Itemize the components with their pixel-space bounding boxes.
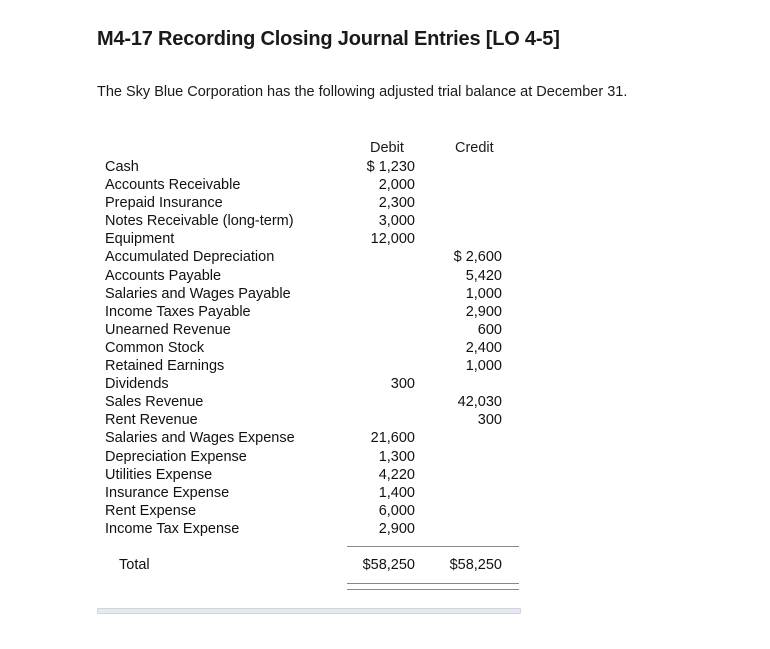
debit-amount: 12,000	[370, 231, 415, 248]
table-row	[0, 520, 770, 538]
table-row	[0, 466, 770, 484]
credit-amount: 300	[477, 412, 502, 429]
table-row	[0, 429, 770, 447]
account-name: Income Tax Expense	[105, 520, 240, 537]
table-row	[0, 339, 770, 357]
table-row	[0, 230, 770, 248]
debit-amount: 1,400	[378, 484, 415, 501]
credit-amount: 600	[477, 321, 502, 338]
account-name: Utilities Expense	[105, 466, 213, 483]
account-name: Sales Revenue	[105, 394, 204, 411]
double-underline-bottom	[347, 589, 519, 590]
table-row	[0, 176, 770, 194]
table-row	[0, 357, 770, 375]
credit-amount: 2,400	[465, 339, 502, 356]
page-title: M4-17 Recording Closing Journal Entries [LO 4-5]	[97, 28, 560, 50]
table-row	[0, 321, 770, 339]
credit-amount: 5,420	[465, 267, 502, 284]
debit-column-header: Debit	[370, 140, 404, 156]
table-row	[0, 248, 770, 266]
debit-amount: 4,220	[378, 466, 415, 483]
table-row	[0, 194, 770, 212]
table-row	[0, 285, 770, 303]
table-row	[0, 375, 770, 393]
debit-amount: 6,000	[378, 502, 415, 519]
trial-balance-table	[0, 158, 770, 538]
account-name: Rent Expense	[105, 502, 197, 519]
credit-amount: 1,000	[465, 285, 502, 302]
horizontal-scrollbar[interactable]	[97, 608, 521, 614]
account-name: Dividends	[105, 376, 169, 393]
account-name: Unearned Revenue	[105, 321, 231, 338]
debit-amount: 3,000	[378, 213, 415, 230]
intro-text: The Sky Blue Corporation has the following adjusted trial balance at December 31.	[97, 84, 628, 100]
debit-amount: 21,600	[370, 430, 415, 447]
account-name: Salaries and Wages Payable	[105, 285, 291, 302]
table-row	[0, 484, 770, 502]
total-top-rule	[347, 546, 519, 547]
account-name: Rent Revenue	[105, 412, 198, 429]
debit-amount: 2,000	[378, 177, 415, 194]
debit-amount: 300	[390, 376, 415, 393]
debit-amount: 1,300	[378, 448, 415, 465]
account-name: Retained Earnings	[105, 358, 225, 375]
account-name: Cash	[105, 159, 139, 175]
debit-amount: 2,300	[378, 195, 415, 212]
table-row	[0, 212, 770, 230]
account-name: Insurance Expense	[105, 484, 230, 501]
account-name: Accounts Payable	[105, 267, 222, 284]
total-credit: $58,250	[449, 557, 502, 573]
account-name: Prepaid Insurance	[105, 195, 223, 212]
account-name: Equipment	[105, 231, 175, 248]
credit-amount: 2,900	[465, 303, 502, 320]
table-row	[0, 411, 770, 429]
account-name: Accounts Receivable	[105, 177, 241, 194]
table-row	[0, 267, 770, 285]
credit-amount: $ 2,600	[453, 249, 502, 266]
double-underline-top	[347, 583, 519, 584]
credit-amount: 1,000	[465, 358, 502, 375]
account-name: Common Stock	[105, 339, 205, 356]
table-row	[0, 502, 770, 520]
account-name: Notes Receivable (long-term)	[105, 213, 294, 230]
total-debit: $58,250	[362, 557, 415, 573]
credit-column-header: Credit	[455, 140, 494, 156]
account-name: Salaries and Wages Expense	[105, 430, 295, 447]
debit-amount: 2,900	[378, 520, 415, 537]
account-name: Income Taxes Payable	[105, 303, 251, 320]
table-row	[0, 448, 770, 466]
table-row	[0, 303, 770, 321]
table-row	[0, 158, 770, 176]
debit-amount: $ 1,230	[366, 159, 415, 175]
credit-amount: 42,030	[457, 394, 502, 411]
total-label: Total	[119, 557, 150, 573]
account-name: Accumulated Depreciation	[105, 249, 275, 266]
table-row	[0, 393, 770, 411]
account-name: Depreciation Expense	[105, 448, 247, 465]
